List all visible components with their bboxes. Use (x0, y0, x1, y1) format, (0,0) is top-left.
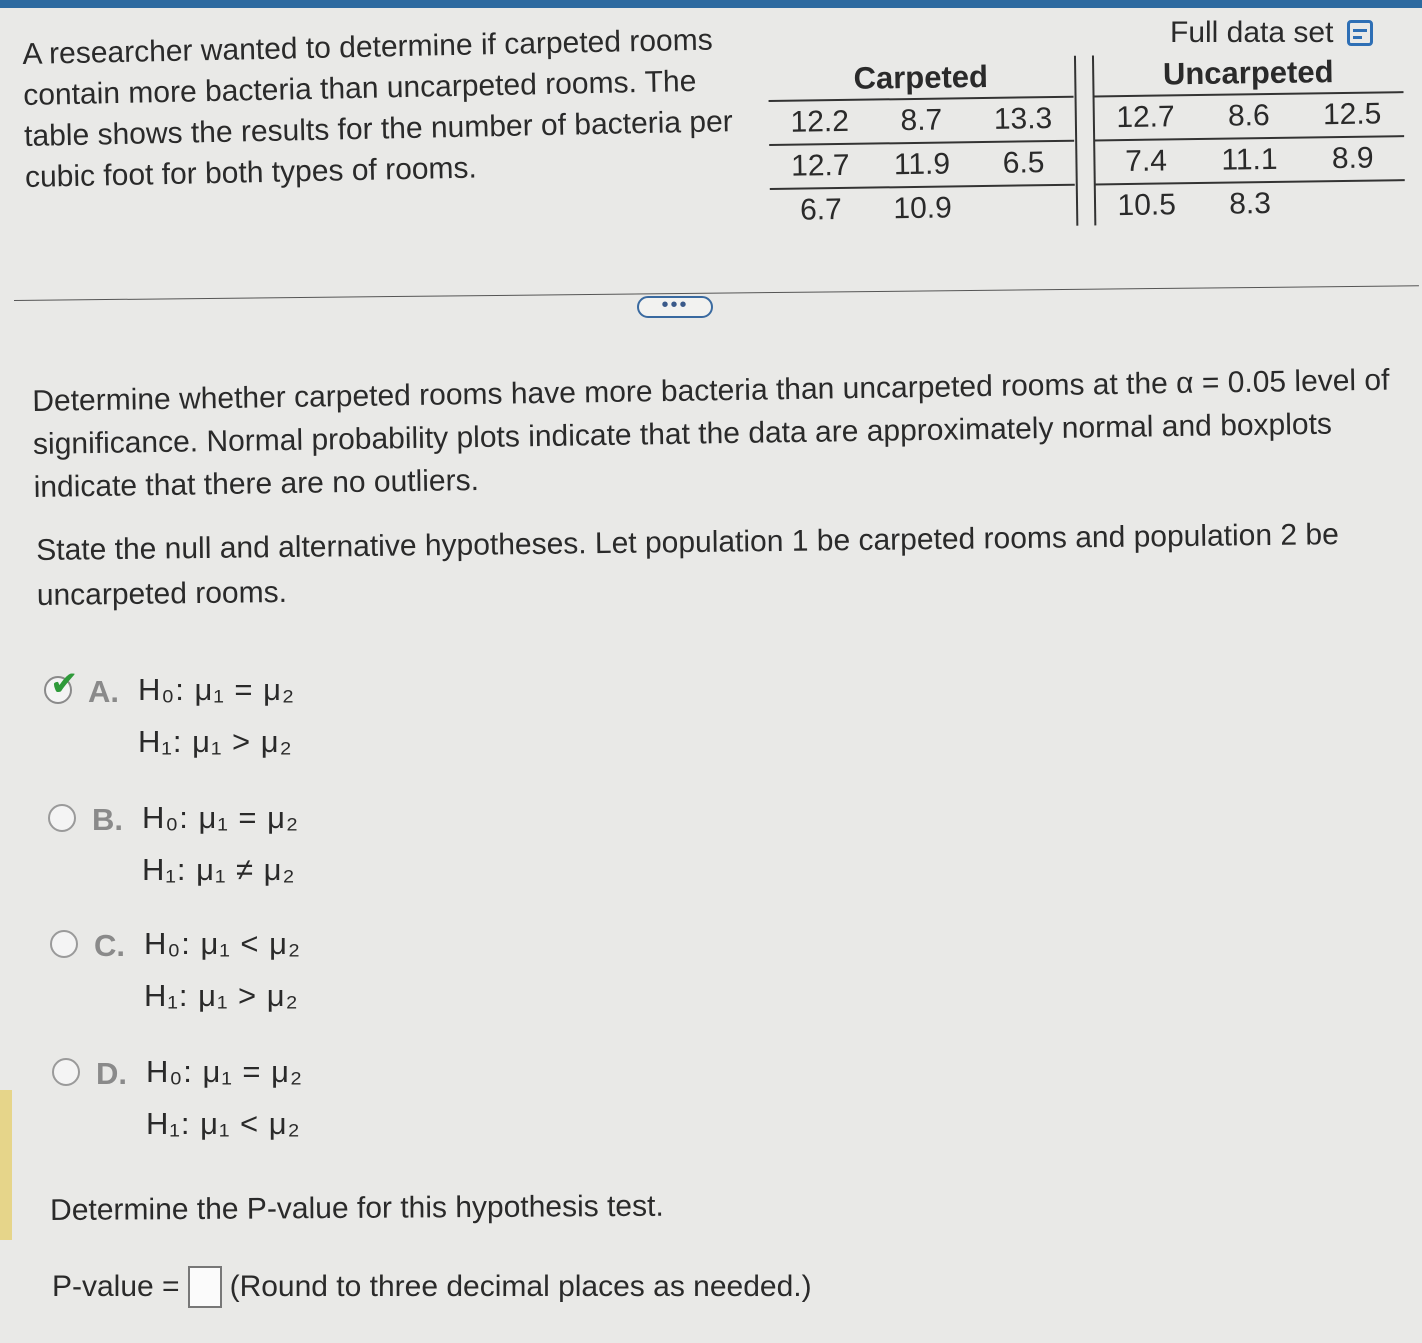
table-cell (1301, 181, 1405, 224)
table-cell: 12.7 (790, 148, 850, 183)
h0-label: H₀: (142, 800, 189, 835)
radio-button-c[interactable] (50, 930, 78, 958)
table-cell: 11.1 (1221, 142, 1278, 177)
p-value-input[interactable] (188, 1266, 222, 1308)
full-data-set-link[interactable] (1170, 16, 1373, 50)
radio-button-b[interactable] (48, 804, 76, 832)
h1-label: H₁: (146, 1106, 191, 1141)
option-letter: B. (92, 802, 123, 837)
table-cell: 8.6 (1227, 99, 1270, 133)
p-value-question: Determine the P-value for this hypothesis test. (50, 1189, 664, 1227)
h1-statement: μ₁ > μ₂ (198, 978, 299, 1013)
table-cell: 6.7 (799, 192, 843, 227)
hypotheses (144, 926, 301, 1030)
table-cell: 10.9 (893, 191, 953, 226)
table-cell: 10.5 (1117, 188, 1177, 223)
table-cell: 11.9 (893, 147, 951, 182)
hypotheses (142, 800, 299, 904)
h0-label: H₀: (138, 672, 185, 707)
carpeted-header: Carpeted (853, 58, 989, 96)
h0-statement: μ₁ < μ₂ (200, 926, 302, 961)
table-cell: 8.7 (900, 103, 943, 138)
table-row (770, 184, 1076, 232)
table-cell: 12.2 (790, 104, 850, 139)
option-a[interactable] (44, 665, 296, 776)
option-letter: A. (88, 674, 119, 709)
table-cell (973, 186, 1075, 229)
uncarpeted-table (1093, 51, 1405, 227)
table-cell: 8.9 (1331, 141, 1374, 176)
table-row (769, 140, 1075, 188)
carpeted-table (768, 56, 1075, 232)
h1-label: H₁: (144, 978, 189, 1013)
hypotheses-prompt: State the null and alternative hypotheses. Let population 1 be carpeted rooms and population 2 be uncarpeted rooms. (36, 518, 1339, 612)
data-tables (768, 51, 1410, 235)
question-text: Determine whether carpeted rooms have more bacteria than uncarpeted rooms at the α = 0.05 level of significance. Normal probability plots indicate that the data are approximately normal and boxplots indicate that there are no outliers. (32, 363, 1390, 504)
full-data-set-label: Full data set (1170, 16, 1334, 49)
table-cell: 8.3 (1228, 186, 1272, 221)
table-cell: 7.4 (1125, 144, 1168, 179)
expand-button[interactable]: ••• (637, 296, 713, 318)
h1-statement: μ₁ ≠ μ₂ (196, 852, 296, 887)
intro-text: A researcher wanted to determine if carpeted rooms contain more bacteria than uncarpeted rooms. The table shows the results for the number of bacteria per cubic foot for both types of rooms. (22, 23, 734, 194)
radio-button-d[interactable] (52, 1058, 80, 1086)
option-letter: D. (96, 1056, 127, 1091)
h0-label: H₀: (146, 1054, 193, 1089)
hypotheses (138, 672, 295, 776)
h0-statement: μ₁ = μ₂ (202, 1054, 304, 1089)
table-row (1094, 91, 1405, 139)
option-letter: C. (94, 928, 125, 963)
section-divider (14, 285, 1419, 301)
h0-statement: μ₁ = μ₂ (194, 672, 296, 707)
left-highlight-strip (0, 1090, 12, 1240)
h1-label: H₁: (142, 852, 187, 887)
h1-label: H₁: (138, 724, 183, 759)
table-row (1095, 179, 1406, 227)
h1-statement: μ₁ > μ₂ (192, 724, 293, 759)
table-cell: 12.7 (1116, 100, 1175, 135)
hypotheses (146, 1054, 303, 1158)
table-cell: 12.5 (1322, 97, 1382, 132)
table-cell: 13.3 (993, 102, 1053, 136)
uncarpeted-header: Uncarpeted (1162, 54, 1334, 92)
table-row (1094, 135, 1405, 183)
top-bar (0, 0, 1422, 8)
p-value-hint: (Round to three decimal places as needed.) (229, 1270, 812, 1303)
option-d[interactable] (52, 1054, 303, 1158)
option-c[interactable] (50, 926, 301, 1030)
p-value-label: P-value = (52, 1270, 180, 1303)
h1-statement: μ₁ < μ₂ (200, 1106, 301, 1141)
dataset-icon[interactable] (1347, 20, 1373, 46)
p-value-row (52, 1266, 812, 1308)
checkmark-icon: ✔ (50, 665, 79, 703)
table-cell: 6.5 (1002, 146, 1045, 180)
h0-label: H₀: (144, 926, 191, 961)
table-row (769, 96, 1075, 144)
h0-statement: μ₁ = μ₂ (198, 800, 300, 835)
option-b[interactable] (48, 800, 299, 904)
